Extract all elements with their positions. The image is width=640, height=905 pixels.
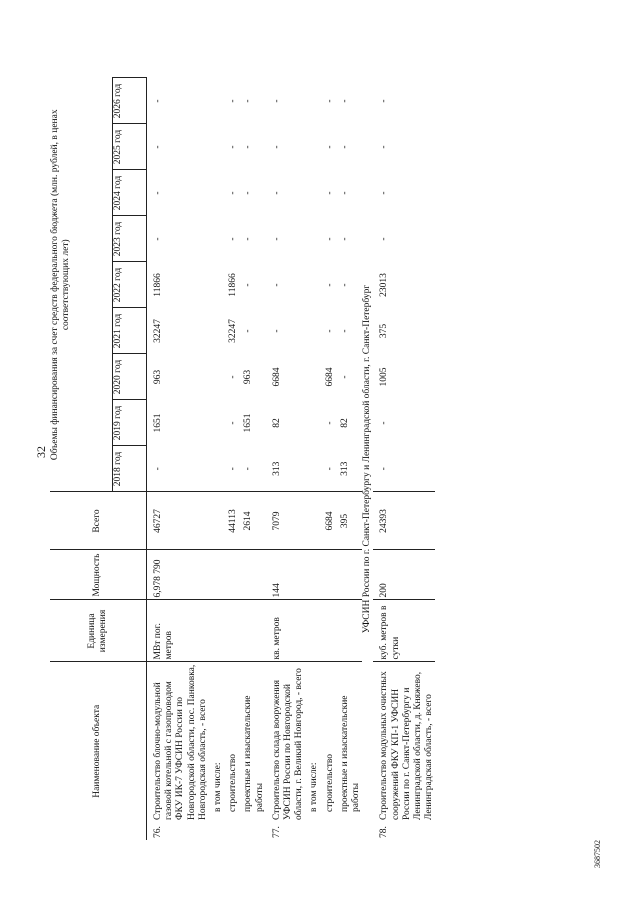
row-value: -: [339, 191, 350, 195]
section-title: УФСИН России по г. Санкт-Петербургу и Ленинградской области, г. Санкт-Петербург: [362, 284, 373, 634]
header-year: 2018 год: [113, 446, 147, 492]
row-value: 313: [339, 461, 350, 476]
row-total: 44113: [224, 492, 239, 550]
row-value: 11866: [153, 273, 163, 297]
row-value: [305, 262, 320, 308]
row-value: [305, 124, 320, 170]
row-value: -: [228, 237, 239, 241]
row-value: 11866: [228, 273, 239, 297]
row-unit: кв. метров: [266, 600, 306, 662]
row-value: -: [243, 283, 254, 287]
row-value: [209, 262, 224, 308]
row-total: 2614: [239, 492, 265, 550]
row-value: -: [271, 145, 282, 149]
row-capacity: [305, 550, 320, 600]
row-value: 32247: [153, 319, 163, 343]
header-total: Всего: [50, 492, 147, 550]
row-capacity: 6,978 790: [147, 550, 210, 600]
row-value: [305, 170, 320, 216]
row-value: -: [379, 145, 390, 149]
row-value: -: [243, 237, 254, 241]
row-number: [224, 822, 239, 840]
row-number: [305, 822, 320, 840]
row-name: Строительство модульных очистных сооружений ФКУ КП-1 УФСИН России по г. Санкт-Петербургу и Ленинградской области, д. Княжево, Ленинградская область, - всего: [373, 662, 435, 822]
header-year: 2023 год: [113, 216, 147, 262]
row-value: [305, 308, 320, 354]
table-body: [147, 78, 436, 840]
row-unit: [239, 600, 265, 662]
header-name: Наименование объекта: [50, 662, 147, 840]
row-value: -: [271, 237, 282, 241]
row-value: -: [153, 191, 163, 195]
header-year: 2026 год: [113, 78, 147, 124]
header-year: 2025 год: [113, 124, 147, 170]
row-total: [209, 492, 224, 550]
row-value: -: [243, 329, 254, 333]
table-row: [305, 78, 320, 840]
row-name: в том числе:: [209, 662, 224, 822]
row-capacity: [239, 550, 265, 600]
header-year: 2022 год: [113, 262, 147, 308]
row-value: -: [243, 145, 254, 149]
row-value: -: [153, 99, 163, 103]
row-value: -: [243, 467, 254, 471]
row-value: -: [379, 191, 390, 195]
row-value: 82: [339, 418, 350, 428]
row-value: -: [228, 191, 239, 195]
row-value: [305, 78, 320, 124]
row-value: -: [243, 191, 254, 195]
row-value: -: [228, 145, 239, 149]
header-year: 2024 год: [113, 170, 147, 216]
table-row: [266, 78, 306, 840]
page-number: 32: [34, 446, 48, 458]
table-row: [336, 78, 362, 840]
row-unit: [305, 600, 320, 662]
row-value: -: [153, 145, 163, 149]
row-value: 6684: [271, 367, 282, 387]
row-value: [209, 170, 224, 216]
table-row: [147, 78, 210, 840]
row-value: 6684: [324, 367, 335, 387]
document-stamp: 3687502: [592, 840, 602, 868]
row-capacity: [336, 550, 362, 600]
row-value: -: [324, 283, 335, 287]
row-value: -: [324, 99, 335, 103]
row-total: 46727: [147, 492, 210, 550]
row-capacity: 200: [373, 550, 435, 600]
row-number: [239, 822, 265, 840]
row-name: строительство: [321, 662, 336, 822]
row-value: -: [243, 99, 254, 103]
row-unit: [321, 600, 336, 662]
row-value: [209, 216, 224, 262]
row-value: -: [228, 375, 239, 379]
row-value: -: [339, 329, 350, 333]
row-value: -: [153, 237, 163, 241]
row-value: -: [379, 237, 390, 241]
row-name: проектные и изыскательские работы: [239, 662, 265, 822]
row-value: -: [324, 329, 335, 333]
row-capacity: [321, 550, 336, 600]
row-value: -: [228, 99, 239, 103]
row-value: [209, 78, 224, 124]
row-value: -: [324, 467, 335, 471]
row-name: Строительство блочно-модульной газовой котельной с газопроводом ФКУ ИК-7 УФСИН России по Новгородской области, пос. Панковка, Новгородская область, - всего: [147, 662, 210, 822]
header-year: 2019 год: [113, 400, 147, 446]
row-value: [209, 354, 224, 400]
row-number: 77.: [271, 826, 282, 838]
section-row: [362, 78, 373, 840]
row-value: -: [339, 237, 350, 241]
row-value: [209, 446, 224, 492]
header-capacity: Мощность: [50, 550, 147, 600]
row-total: [305, 492, 320, 550]
row-value: -: [271, 283, 282, 287]
row-unit: [336, 600, 362, 662]
row-capacity: [224, 550, 239, 600]
row-value: [209, 124, 224, 170]
row-value: -: [379, 421, 390, 425]
row-number: [209, 822, 224, 840]
row-value: -: [324, 421, 335, 425]
row-total: 6684: [321, 492, 336, 550]
row-value: 23013: [379, 273, 390, 297]
row-value: -: [379, 99, 390, 103]
row-value: [305, 400, 320, 446]
table-row: [373, 78, 435, 840]
table-row: [321, 78, 336, 840]
rotated-page-content: [34, 32, 602, 872]
row-value: -: [339, 99, 350, 103]
row-value: -: [339, 283, 350, 287]
table-row: [239, 78, 265, 840]
header-financing: Объемы финансирования за счет средств федерального бюджета (млн. рублей, в ценах соответствующих лет): [50, 78, 113, 492]
row-value: 82: [271, 418, 282, 428]
row-name: проектные и изыскательские работы: [336, 662, 362, 822]
row-value: -: [153, 467, 163, 471]
row-name: в том числе:: [305, 662, 320, 822]
header-year: 2020 год: [113, 354, 147, 400]
row-value: 1651: [243, 413, 254, 433]
row-number: [321, 822, 336, 840]
row-value: [209, 400, 224, 446]
row-capacity: [209, 550, 224, 600]
row-value: -: [339, 375, 350, 379]
row-value: -: [324, 237, 335, 241]
row-value: [305, 216, 320, 262]
row-unit: [224, 600, 239, 662]
table-row: [209, 78, 224, 840]
row-value: 963: [153, 369, 163, 385]
row-value: 963: [243, 369, 254, 385]
row-name: Строительство склада вооружения УФСИН России по Новгородской области, г. Великий Новгород, - всего: [266, 662, 306, 822]
row-value: -: [324, 145, 335, 149]
row-value: [305, 354, 320, 400]
row-value: 32247: [228, 319, 239, 343]
row-value: -: [271, 191, 282, 195]
row-total: 24393: [373, 492, 435, 550]
row-value: -: [271, 99, 282, 103]
row-unit: куб. метров в сутки: [373, 600, 435, 662]
row-value: -: [379, 467, 390, 471]
row-unit: [209, 600, 224, 662]
row-value: [305, 446, 320, 492]
row-unit: МВт пог. метров: [147, 600, 210, 662]
row-value: 313: [271, 461, 282, 476]
row-value: [209, 308, 224, 354]
row-value: 1005: [379, 367, 390, 387]
table-row: [224, 78, 239, 840]
header-unit: Единица измерения: [50, 600, 147, 662]
row-number: 76.: [153, 826, 163, 838]
financing-table: [50, 78, 435, 841]
row-value: -: [228, 467, 239, 471]
row-number: [336, 822, 362, 840]
row-number: 78.: [379, 826, 390, 838]
row-value: -: [271, 329, 282, 333]
row-name: строительство: [224, 662, 239, 822]
header-year: 2021 год: [113, 308, 147, 354]
row-value: -: [324, 191, 335, 195]
row-total: 7079: [266, 492, 306, 550]
row-capacity: 144: [266, 550, 306, 600]
row-value: -: [339, 145, 350, 149]
row-value: -: [228, 421, 239, 425]
row-total: 395: [336, 492, 362, 550]
row-value: 375: [379, 323, 390, 339]
row-value: 1651: [153, 413, 163, 433]
